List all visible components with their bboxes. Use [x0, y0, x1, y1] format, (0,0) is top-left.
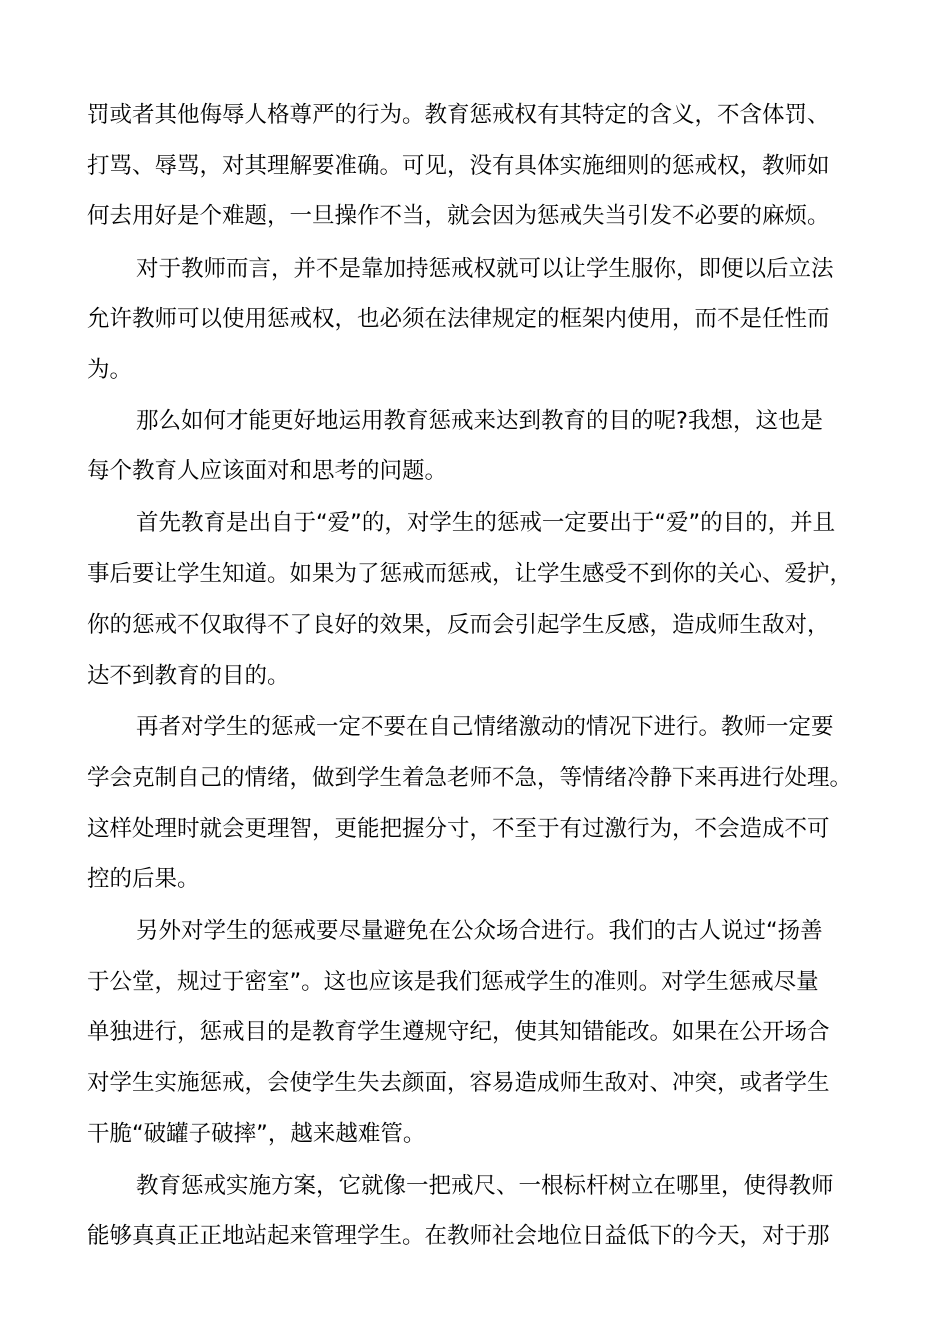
text-line: 控的后果。: [87, 866, 200, 892]
text-line: 达不到教育的目的。: [87, 663, 290, 689]
text-line: 打骂、辱骂，对其理解要准确。可见，没有具体实施细则的惩戒权，教师如: [87, 153, 830, 179]
paragraph-start-line: 另外对学生的惩戒要尽量避免在公众场合进行。我们的古人说过“扬善: [136, 918, 823, 944]
text-line: 罚或者其他侮辱人格尊严的行为。教育惩戒权有其特定的含义，不含体罚、: [87, 102, 830, 128]
text-line: 学会克制自己的情绪，做到学生着急老师不急，等情绪冷静下来再进行处理。: [87, 765, 853, 791]
text-line: 干脆“破罐子破摔”，越来越难管。: [87, 1121, 426, 1147]
text-line: 每个教育人应该面对和思考的问题。: [87, 458, 448, 484]
text-line: 你的惩戒不仅取得不了良好的效果，反而会引起学生反感，造成师生敌对，: [87, 612, 830, 638]
text-line: 这样处理时就会更理智，更能把握分寸，不至于有过激行为，不会造成不可: [87, 816, 830, 842]
text-line: 为。: [87, 357, 133, 383]
text-line: 何去用好是个难题，一旦操作不当，就会因为惩戒失当引发不必要的麻烦。: [87, 203, 830, 229]
text-line: 事后要让学生知道。如果为了惩戒而惩戒，让学生感受不到你的关心、爱护，: [87, 561, 853, 587]
text-line: 能够真真正正地站起来管理学生。在教师社会地位日益低下的今天，对于那: [87, 1223, 830, 1249]
paragraph-start-line: 对于教师而言，并不是靠加持惩戒权就可以让学生服你，即便以后立法: [136, 256, 834, 282]
text-line: 于公堂，规过于密室”。这也应该是我们惩戒学生的准则。对学生惩戒尽量: [87, 969, 819, 995]
paragraph-start-line: 教育惩戒实施方案，它就像一把戒尺、一根标杆树立在哪里，使得教师: [136, 1173, 834, 1199]
paragraph-start-line: 那么如何才能更好地运用教育惩戒来达到教育的目的呢?我想，这也是: [136, 408, 823, 434]
text-line: 允许教师可以使用惩戒权，也必须在法律规定的框架内使用，而不是任性而: [87, 306, 830, 332]
paragraph-start-line: 首先教育是出自于“爱”的，对学生的惩戒一定要出于“爱”的目的，并且: [136, 510, 836, 536]
text-line: 单独进行，惩戒目的是教育学生遵规守纪，使其知错能改。如果在公开场合: [87, 1019, 830, 1045]
text-line: 对学生实施惩戒，会使学生失去颜面，容易造成师生敌对、冲突，或者学生: [87, 1070, 830, 1096]
paragraph-start-line: 再者对学生的惩戒一定不要在自己情绪激动的情况下进行。教师一定要: [136, 714, 834, 740]
